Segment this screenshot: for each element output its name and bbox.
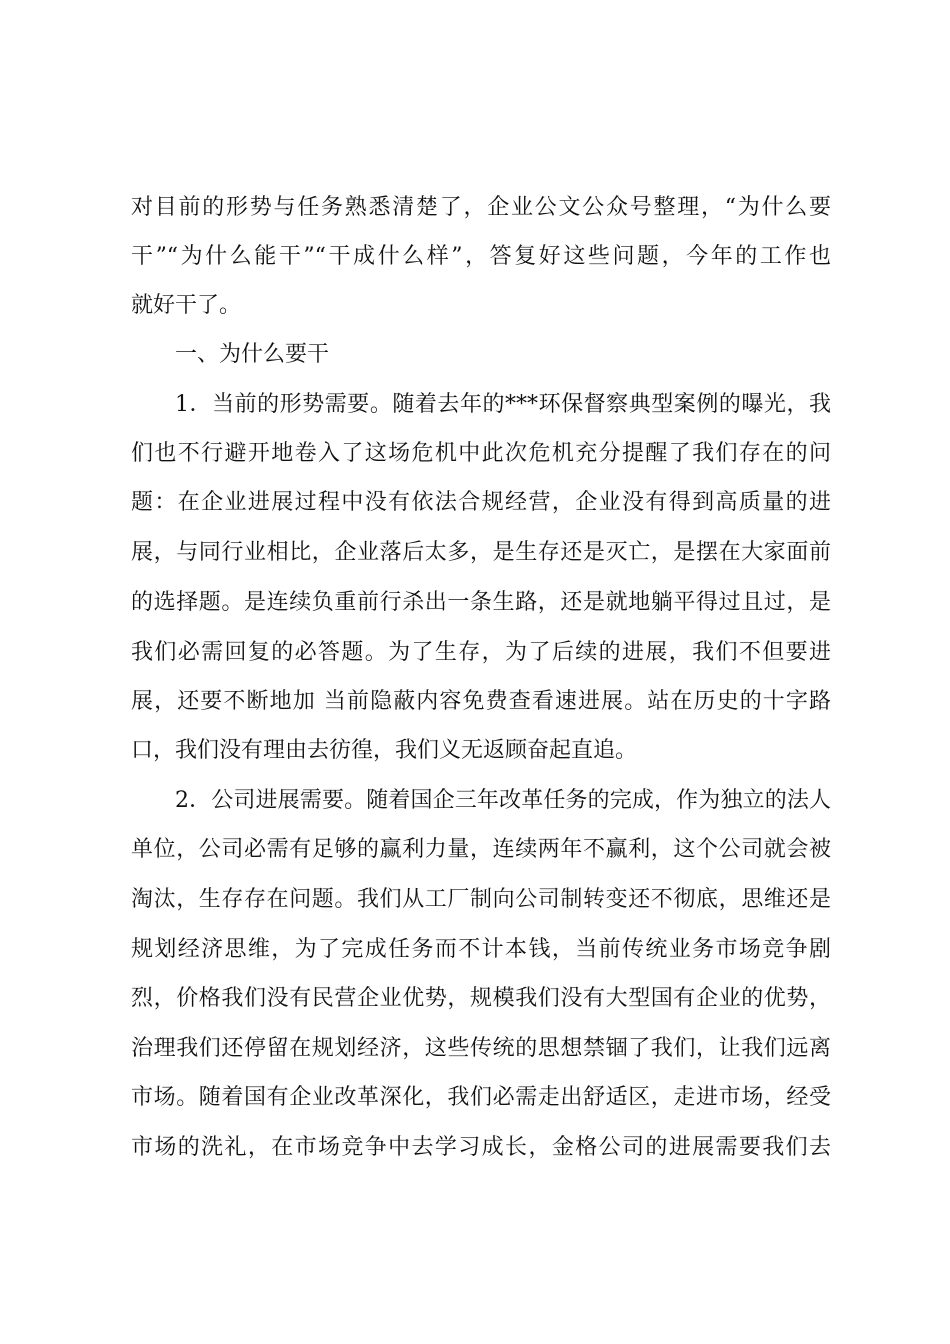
paragraph-line: 题：在企业进展过程中没有依法合规经营，企业没有得到高质量的进: [131, 490, 831, 515]
paragraph-line: 市场的洗礼，在市场竞争中去学习成长，金格公司的进展需要我们去: [131, 1135, 831, 1160]
paragraph-line: 展，还要不断地加 当前隐蔽内容免费查看速进展。站在历史的十字路: [131, 689, 831, 714]
paragraph-line: 规划经济思维，为了完成任务而不计本钱，当前传统业务市场竞争剧: [131, 937, 831, 962]
paragraph-line: 市场。随着国有企业改革深化，我们必需走出舒适区，走进市场，经受: [131, 1085, 831, 1110]
paragraph-line: 展，与同行业相比，企业落后太多，是生存还是灭亡，是摆在大家面前: [131, 540, 831, 565]
section-heading: 一、为什么要干: [175, 342, 330, 367]
paragraph-line: 们也不行避开地卷入了这场危机中此次危机充分提醒了我们存在的问: [131, 441, 831, 466]
paragraph-line: 对目前的形势与任务熟悉清楚了，企业公文公众号整理，“为什么要: [131, 195, 831, 220]
paragraph-line: 淘汰，生存存在问题。我们从工厂制向公司制转变还不彻底，思维还是: [131, 887, 831, 912]
paragraph-line: 的选择题。是连续负重前行杀出一条生路，还是就地躺平得过且过，是: [131, 590, 831, 615]
paragraph-line: 2．公司进展需要。随着国企三年改革任务的完成，作为独立的法人: [175, 788, 831, 813]
paragraph-line: 我们必需回复的必答题。为了生存，为了后续的进展，我们不但要进: [131, 640, 831, 665]
paragraph-line: 单位，公司必需有足够的赢利力量，连续两年不赢利，这个公司就会被: [131, 837, 831, 862]
paragraph-line: 治理我们还停留在规划经济，这些传统的思想禁锢了我们，让我们远离: [131, 1036, 831, 1061]
paragraph-line: 干”“为什么能干”“干成什么样”，答复好这些问题，今年的工作也: [131, 244, 831, 269]
paragraph-line: 就好干了。: [131, 293, 242, 318]
paragraph-line: 1．当前的形势需要。随着去年的***环保督察典型案例的曝光，我: [175, 392, 831, 417]
paragraph-line: 口，我们没有理由去彷徨，我们义无返顾奋起直追。: [131, 738, 638, 763]
paragraph-line: 烈，价格我们没有民营企业优势，规模我们没有大型国有企业的优势，: [131, 986, 831, 1011]
